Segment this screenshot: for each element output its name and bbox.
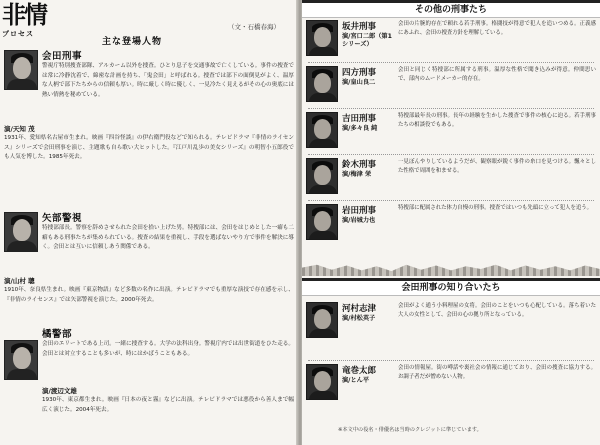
character-entry [4, 48, 294, 206]
series-logo [2, 2, 64, 40]
main-characters-title: 主な登場人物 [102, 37, 163, 47]
detective-description: 一見ぼんやりしているようだが、観察眼が鋭く事件の糸口を見つける。飄々とした性格で周囲を和ませる。 [398, 159, 596, 174]
footnote: ※本文中の役名・俳優名は当時のクレジットに準じています。 [338, 427, 482, 433]
character-entry [4, 326, 294, 442]
detective-photo [306, 204, 338, 240]
detective-description: 特捜部に配属された体力自慢の刑事。捜査ではいつも先頭に立って犯人を追う。 [398, 205, 593, 211]
detective-name: 四方刑事 [342, 68, 377, 78]
detective-entry [306, 204, 596, 244]
divider [308, 154, 594, 155]
divider [308, 108, 594, 109]
detective-photo [306, 112, 338, 148]
actor-bio: 1910年、奈良県生まれ。映画『東京物語』など多数の名作に出演。テレビドラマでも重厚な演技で存在感を示し、『非情のライセンス』では矢部警視を演じた。2000年死去。 [4, 287, 294, 303]
acquaintance-entry [306, 302, 596, 358]
detective-photo [306, 158, 338, 194]
actor-bio: 1930年、東京都生まれ。映画『日本の夜と霧』などに出演。テレビドラマでは悪役から善人まで幅広く演じた。2004年死去。 [42, 397, 294, 413]
detective-description: 会田の片腕的存在で頼れる若手刑事。格闘技が得意で犯人を追いつめる。正義感にあふれ、会田の捜査方針を理解している。 [398, 21, 596, 36]
detective-entry [306, 66, 596, 106]
character-description: 会田のエリートである上司。一緒に捜査する。大学の法科出身。警視庁内では出世街道をひた走る。会田とは対立することも多いが、時にはかばうこともある。 [42, 341, 294, 357]
detective-name: 岩田刑事 [342, 206, 377, 216]
acquaintance-name: 竜巻太郎 [342, 366, 377, 376]
character-description: 警視庁特別捜査部隊、アルカーム以外を捜査。ひとり息子を交通事故で亡くしている。事件の捜査では常に冷静沈着で、綿密な計画を持ち、「鬼会田」と呼ばれる。捜査では部下の面倒見がよく、温厚な人柄で部下たちからの信頼も厚い。時に厳しく時に優しく、一見冷たく見えるがその心の奥底には熱い情熱を秘めている。 [42, 63, 294, 98]
cast-name: 演/天知 茂 [4, 125, 35, 133]
character-photo [4, 340, 38, 380]
character-name: 橘警部 [42, 329, 73, 340]
acquaintance-name: 河村志津 [342, 304, 377, 314]
character-name: 会田刑事 [42, 51, 83, 62]
detective-entry [306, 158, 596, 198]
acquaintance-photo [306, 302, 338, 338]
character-entry [4, 210, 294, 322]
acquaintance-description: 会田がよく通う小料理屋の女将。会田のことをいつも心配している。落ち着いた大人の女性として、会田の心の拠り所となっている。 [398, 303, 596, 318]
detective-cast: 演/梅津 栄 [342, 171, 372, 178]
character-description: 特捜部部長。警察を辞めさせられた会田を拾い上げた男。特捜部には、会田をはじめとした一癖も二癖もある刑事たちが集められている。捜査の結果を重視し、手段を選ばないやり方で事件を解決に導く。会田とは互いに信頼しあう関係である。 [42, 225, 294, 251]
acquaintance-entry [306, 364, 596, 422]
detective-cast: 演/宮口二郎（第1シリーズ） [342, 33, 392, 48]
divider [308, 360, 594, 361]
detective-entry [306, 112, 596, 152]
acquaintances-title: 会田刑事の知り合いたち [302, 278, 600, 296]
actor-bio: 1931年、愛知県名古屋市生まれ。映画『四谷怪談』の伊右衛門役などで知られる。テレビドラマ『非情のライセンス』シリーズで会田刑事を演じ、主題歌も自ら歌い大ヒットした。『江戸川乱歩の美女シリーズ』の明智小五郎役でも人気を博した。1985年死去。 [4, 135, 294, 161]
detective-photo [306, 20, 338, 56]
detective-description: 特捜部最年長の刑事。長年の経験を生かした捜査で事件の核心に迫る。若手刑事たちの相談役でもある。 [398, 113, 596, 128]
detective-name: 坂井刑事 [342, 22, 377, 32]
character-name: 矢部警視 [42, 213, 83, 224]
detective-name: 吉田刑事 [342, 114, 377, 124]
detective-cast: 演/多々良 純 [342, 125, 378, 132]
cast-name: 演/渡辺文雄 [42, 387, 77, 395]
author-credit: （文・石橋春海） [228, 23, 280, 31]
detective-photo [306, 66, 338, 102]
divider [308, 200, 594, 201]
torn-paper-divider [302, 262, 600, 276]
logo-main-text: 非情 [2, 0, 46, 29]
divider [308, 62, 594, 63]
cast-name: 演/山村 聰 [4, 277, 35, 285]
detective-cast: 演/皇山良二 [342, 79, 376, 86]
detective-cast: 演/岩城力也 [342, 217, 376, 224]
character-photo [4, 50, 38, 90]
acquaintance-cast: 演/とん平 [342, 377, 370, 384]
acquaintance-cast: 演/村松英子 [342, 315, 376, 322]
detective-entry [306, 20, 596, 60]
detective-name: 鈴木刑事 [342, 160, 377, 170]
right-page [302, 0, 600, 445]
detective-description: 会田と同じく特捜部に所属する刑事。温厚な性格で聞き込みが得意。仲間思いで、部内のムードメーカー的存在。 [398, 67, 596, 82]
left-page [0, 0, 298, 445]
character-photo [4, 212, 38, 252]
other-detectives-title: その他の刑事たち [302, 0, 600, 18]
logo-sub-text: プロセス [2, 30, 34, 38]
acquaintance-description: 会田の情報屋。街の噂話や裏社会の情報に通じており、会田の捜査に協力する。お調子者だが憎めない人物。 [398, 365, 596, 380]
acquaintance-photo [306, 364, 338, 400]
